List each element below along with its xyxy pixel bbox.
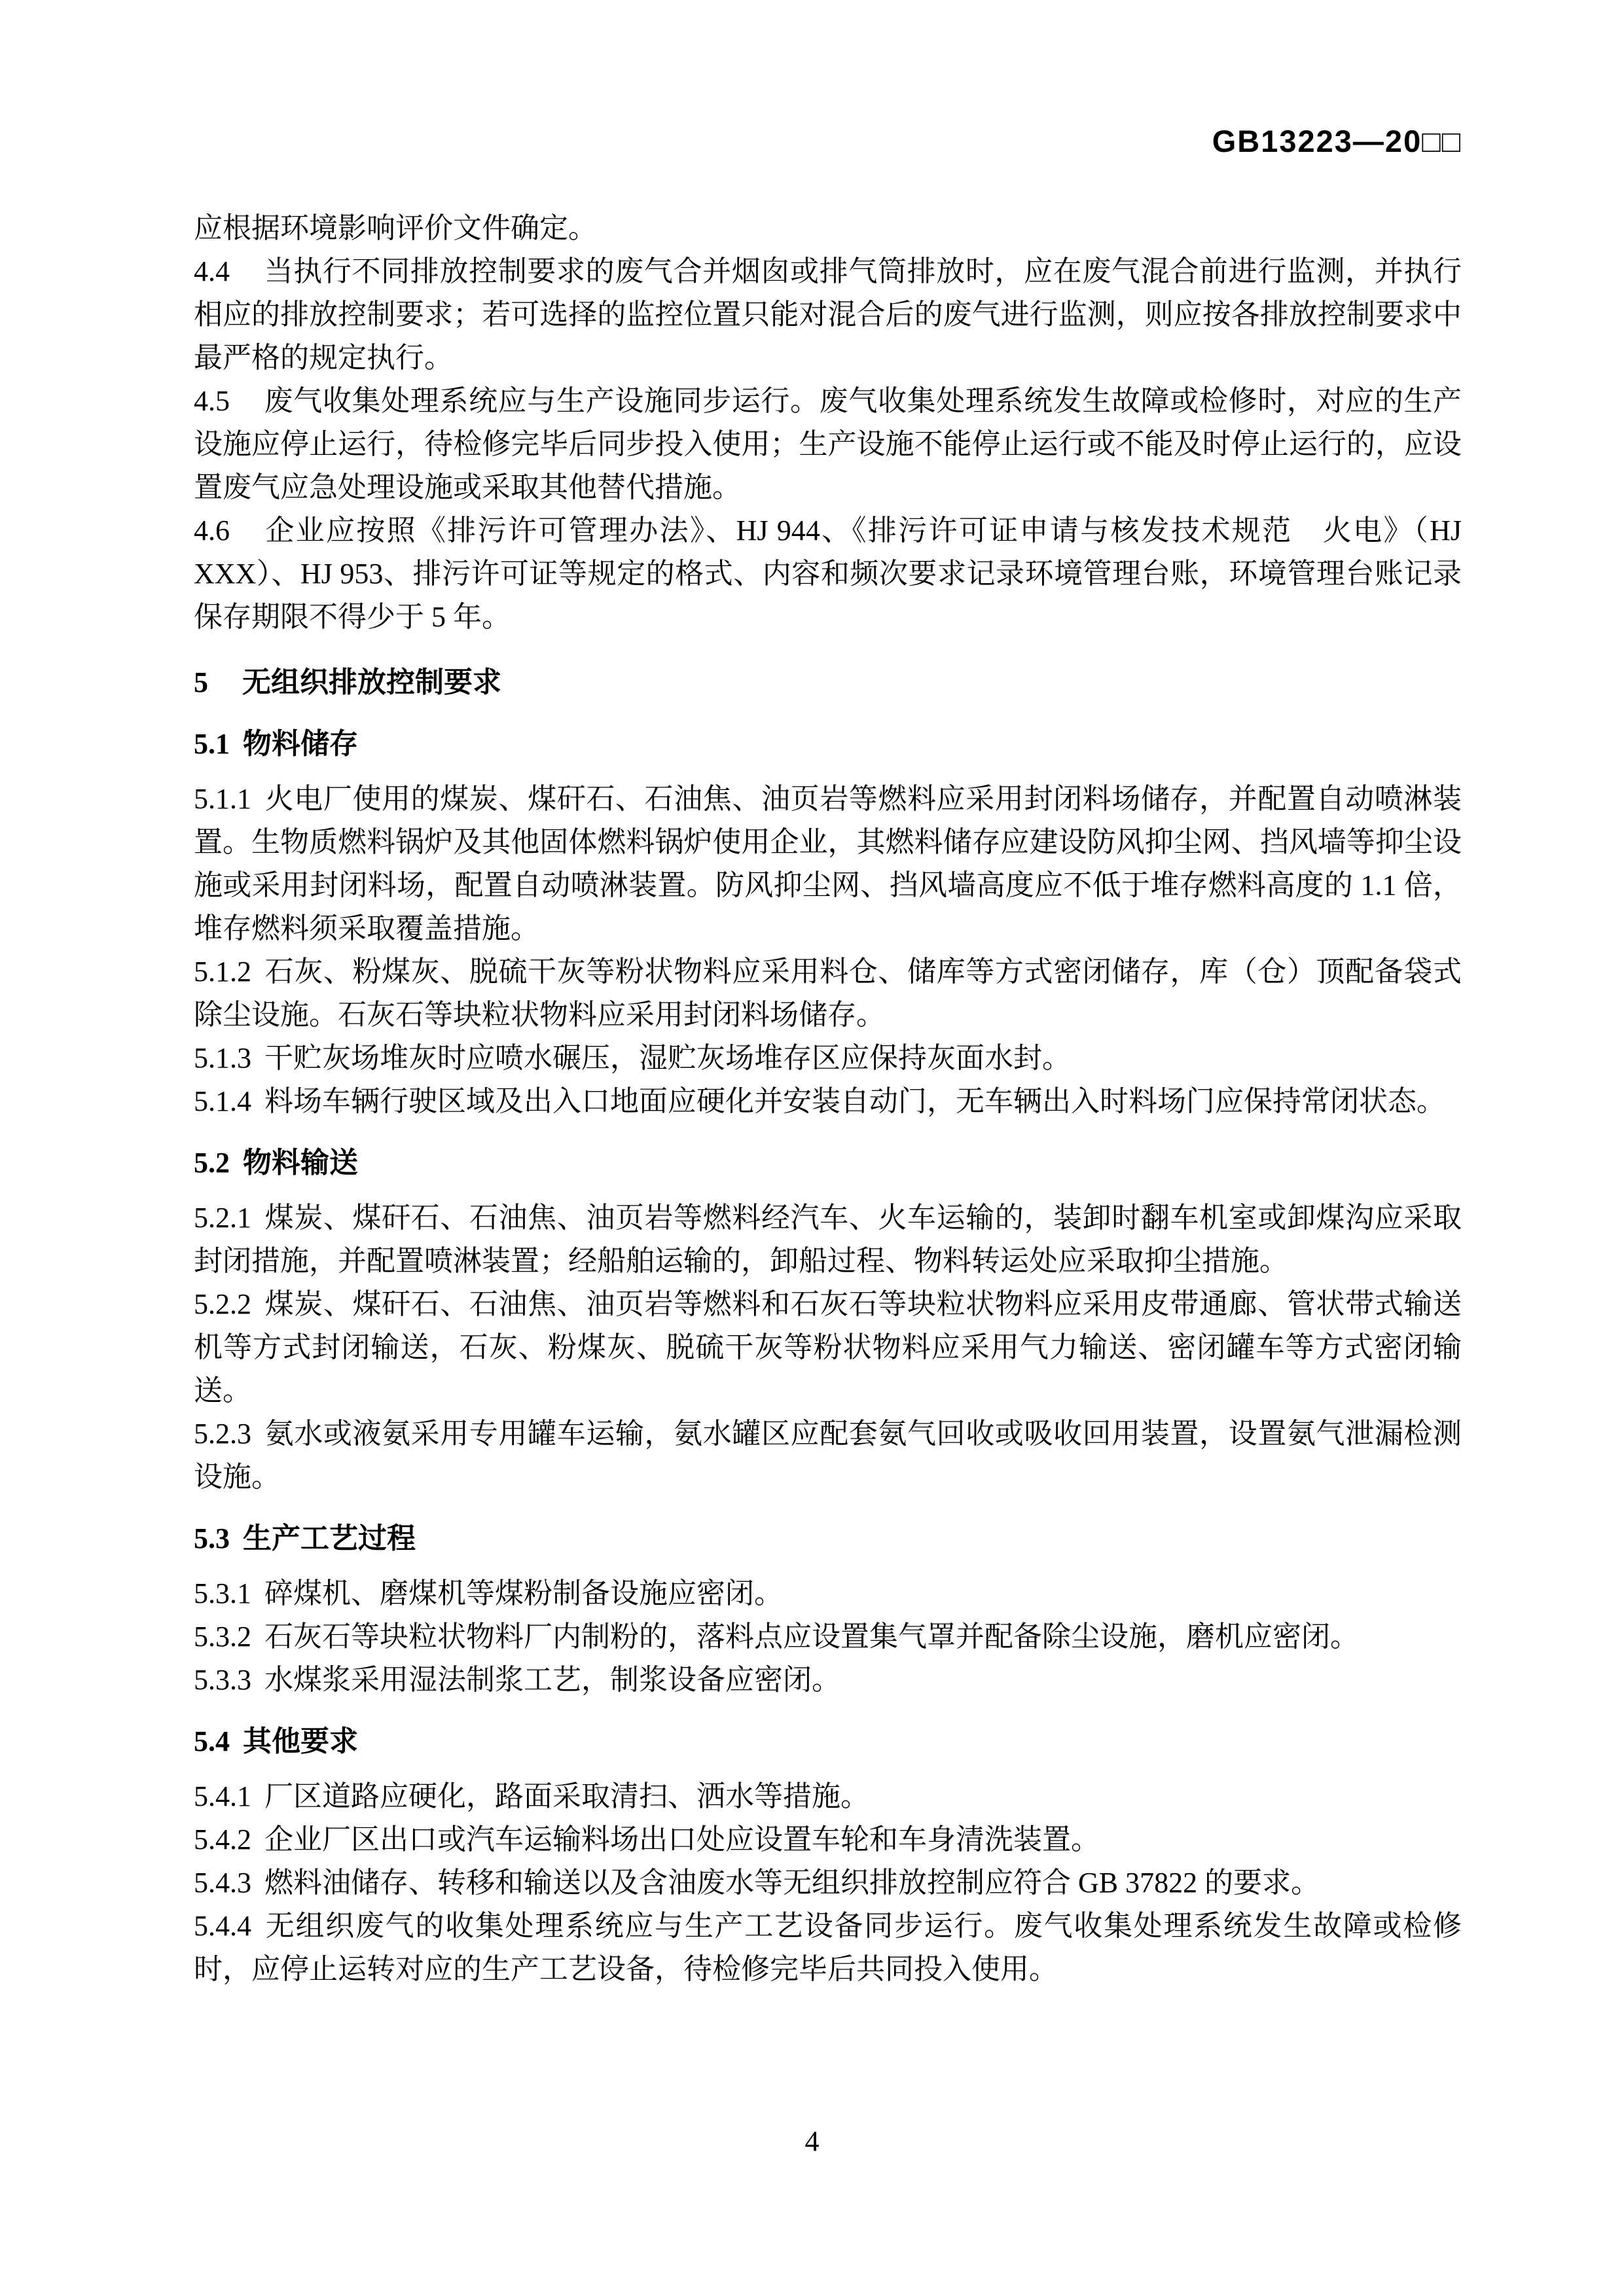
section-number: 5 xyxy=(194,666,208,698)
clause-4-5 xyxy=(194,380,1462,509)
clause-text: 废气收集处理系统应与生产设施同步运行。废气收集处理系统发生故障或检修时，对应的生产设施应停止运行，待检修完毕后同步投入使用；生产设施不能停止运行或不能及时停止运行的，应设置废气应急处理设施或采取其他替代措施。 xyxy=(194,385,1462,503)
clause-number: 5.4.2 xyxy=(194,1823,251,1856)
document-body xyxy=(194,207,1462,1991)
clause-5-2-1 xyxy=(194,1196,1462,1283)
clause-number: 5.1.2 xyxy=(194,956,251,988)
clause-number: 4.5 xyxy=(194,385,230,417)
clause-number: 5.4.3 xyxy=(194,1867,251,1899)
subsection-title: 物料储存 xyxy=(243,728,358,760)
clause-text: 水煤浆采用湿法制浆工艺，制浆设备应密闭。 xyxy=(264,1664,840,1696)
subsection-title: 其他要求 xyxy=(243,1725,358,1757)
clause-text: 燃料油储存、转移和输送以及含油废水等无组织排放控制应符合 GB 37822 的要求。 xyxy=(264,1867,1320,1899)
clause-4-4 xyxy=(194,250,1462,380)
clause-number: 5.2.2 xyxy=(194,1288,251,1320)
clause-number: 4.4 xyxy=(194,255,230,287)
subsection-5-3-heading xyxy=(194,1517,1462,1560)
clause-text: 当执行不同排放控制要求的废气合并烟囱或排气筒排放时，应在废气混合前进行监测，并执行相应的排放控制要求；若可选择的监控位置只能对混合后的废气进行监测，则应按各排放控制要求中最严格的规定执行。 xyxy=(194,255,1462,374)
page-header xyxy=(194,123,1462,160)
clause-5-2-2 xyxy=(194,1283,1462,1412)
subsection-title: 物料输送 xyxy=(243,1147,358,1179)
page-number: 4 xyxy=(804,2125,820,2157)
clause-5-3-3 xyxy=(194,1659,1462,1702)
clause-5-1-1 xyxy=(194,778,1462,950)
clause-text: 煤炭、煤矸石、石油焦、油页岩等燃料经汽车、火车运输的，装卸时翻车机室或卸煤沟应采取封闭措施，并配置喷淋装置；经船舶运输的，卸船过程、物料转运处应采取抑尘措施。 xyxy=(194,1202,1462,1277)
clause-5-1-4 xyxy=(194,1080,1462,1123)
clause-text: 企业应按照《排污许可管理办法》、HJ 944、《排污许可证申请与核发技术规范 火电》（HJ XXX）、HJ 953、排污许可证等规定的格式、内容和频次要求记录环境管理台账，环境管理台账记录保存期限不得少于 5 年。 xyxy=(194,514,1462,633)
clause-number: 5.1.4 xyxy=(194,1085,251,1117)
subsection-number: 5.4 xyxy=(194,1725,230,1757)
clause-number: 5.1.1 xyxy=(194,783,251,815)
subsection-number: 5.3 xyxy=(194,1522,230,1554)
clause-text: 氨水或液氨采用专用罐车运输，氨水罐区应配套氨气回收或吸收回用装置，设置氨气泄漏检测设施。 xyxy=(194,1418,1462,1493)
clause-text: 火电厂使用的煤炭、煤矸石、石油焦、油页岩等燃料应采用封闭料场储存，并配置自动喷淋装置。生物质燃料锅炉及其他固体燃料锅炉使用企业，其燃料储存应建设防风抑尘网、挡风墙等抑尘设施或采用封闭料场，配置自动喷淋装置。防风抑尘网、挡风墙高度应不低于堆存燃料高度的 1.1 倍，堆存燃料须采取覆盖措施。 xyxy=(194,783,1462,944)
clause-text: 干贮灰场堆灰时应喷水碾压，湿贮灰场堆存区应保持灰面水封。 xyxy=(264,1042,1071,1074)
paragraph-continuation xyxy=(194,207,1462,250)
clause-5-3-2 xyxy=(194,1615,1462,1659)
section-title: 无组织排放控制要求 xyxy=(242,666,501,698)
clause-5-4-4 xyxy=(194,1905,1462,1991)
clause-text: 无组织废气的收集处理系统应与生产工艺设备同步运行。废气收集处理系统发生故障或检修时，应停止运转对应的生产工艺设备，待检修完毕后共同投入使用。 xyxy=(194,1910,1462,1985)
standard-code: GB13223—20□□ xyxy=(1212,124,1462,158)
subsection-5-2-heading xyxy=(194,1141,1462,1185)
clause-number: 5.3.3 xyxy=(194,1664,251,1696)
clause-5-2-3 xyxy=(194,1412,1462,1499)
page-footer xyxy=(0,2126,1624,2157)
clause-number: 5.4.4 xyxy=(194,1910,251,1942)
subsection-title: 生产工艺过程 xyxy=(243,1522,416,1554)
clause-5-4-2 xyxy=(194,1818,1462,1861)
clause-number: 4.6 xyxy=(194,514,230,547)
subsection-number: 5.1 xyxy=(194,728,230,760)
clause-5-3-1 xyxy=(194,1572,1462,1615)
clause-text: 料场车辆行驶区域及出入口地面应硬化并安装自动门，无车辆出入时料场门应保持常闭状态。 xyxy=(264,1085,1445,1117)
clause-text: 煤炭、煤矸石、石油焦、油页岩等燃料和石灰石等块粒状物料应采用皮带通廊、管状带式输送机等方式封闭输送，石灰、粉煤灰、脱硫干灰等粉状物料应采用气力输送、密闭罐车等方式密闭输送。 xyxy=(194,1288,1462,1407)
subsection-5-1-heading xyxy=(194,723,1462,766)
clause-4-6 xyxy=(194,509,1462,639)
clause-number: 5.2.3 xyxy=(194,1418,251,1450)
clause-5-4-3 xyxy=(194,1861,1462,1905)
clause-number: 5.2.1 xyxy=(194,1202,251,1234)
section-5-heading xyxy=(194,661,1462,704)
clause-number: 5.3.1 xyxy=(194,1577,251,1609)
clause-text: 碎煤机、磨煤机等煤粉制备设施应密闭。 xyxy=(264,1577,783,1609)
clause-number: 5.1.3 xyxy=(194,1042,251,1074)
clause-number: 5.3.2 xyxy=(194,1621,251,1653)
clause-text: 石灰石等块粒状物料厂内制粉的，落料点应设置集气罩并配备除尘设施，磨机应密闭。 xyxy=(264,1621,1359,1653)
clause-5-4-1 xyxy=(194,1775,1462,1818)
subsection-number: 5.2 xyxy=(194,1147,230,1179)
clause-5-1-2 xyxy=(194,950,1462,1037)
clause-5-1-3 xyxy=(194,1037,1462,1080)
clause-number: 5.4.1 xyxy=(194,1780,251,1812)
clause-text: 企业厂区出口或汽车运输料场出口处应设置车轮和车身清洗装置。 xyxy=(264,1823,1100,1856)
clause-text: 厂区道路应硬化，路面采取清扫、洒水等措施。 xyxy=(264,1780,869,1812)
clause-text: 石灰、粉煤灰、脱硫干灰等粉状物料应采用料仓、储库等方式密闭储存，库（仓）顶配备袋式除尘设施。石灰石等块粒状物料应采用封闭料场储存。 xyxy=(194,956,1462,1031)
paragraph-text: 应根据环境影响评价文件确定。 xyxy=(194,212,597,244)
subsection-5-4-heading xyxy=(194,1720,1462,1763)
